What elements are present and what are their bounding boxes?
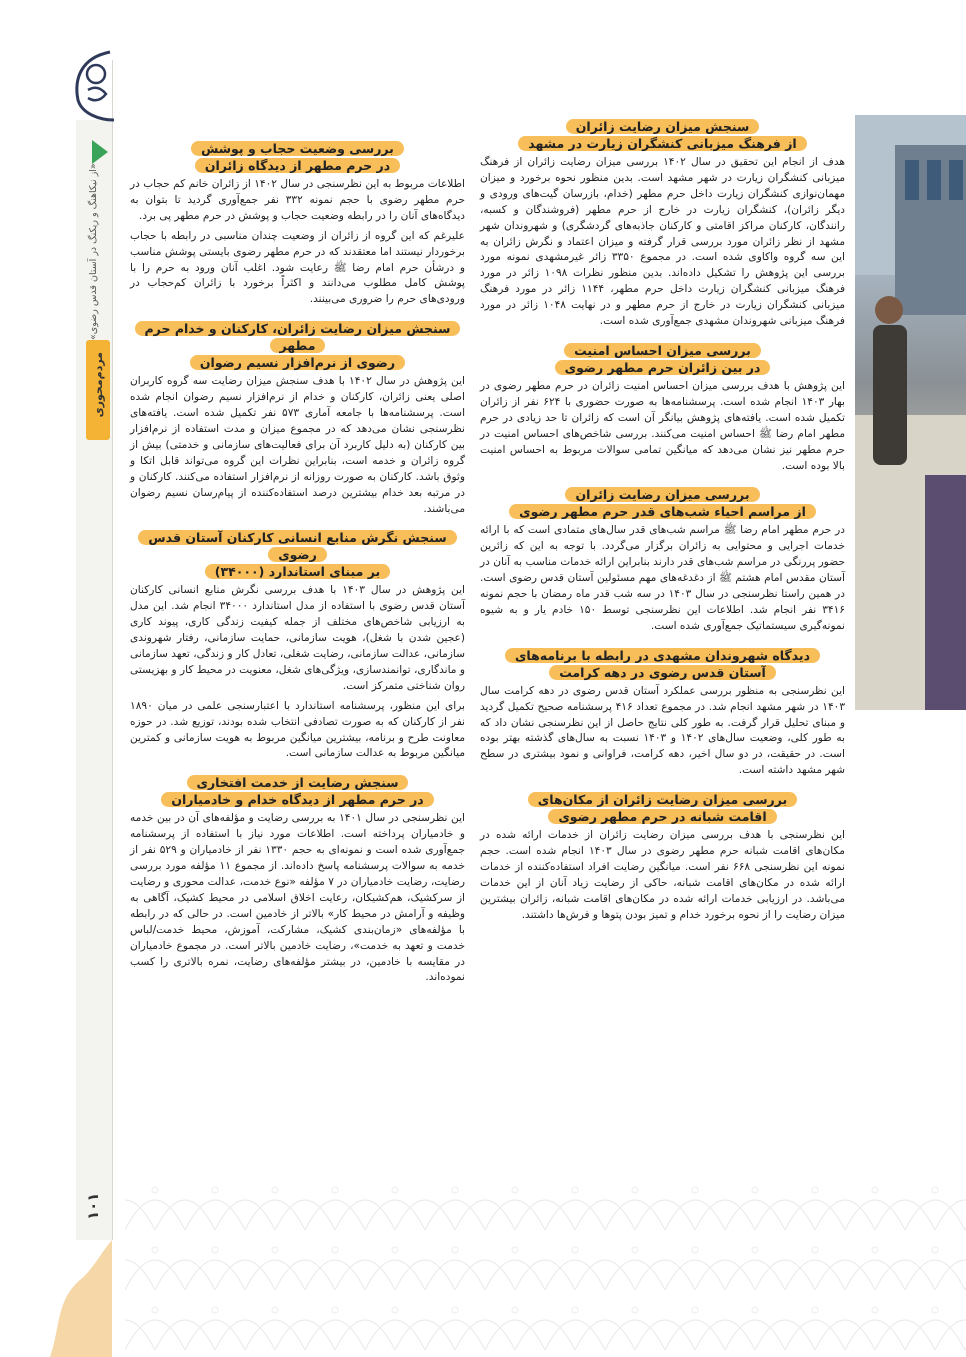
- article-visitor-hospitality: [480, 118, 845, 330]
- heading-line: بررسی میزان رضایت زائران: [565, 487, 759, 502]
- article-heading: [480, 791, 845, 825]
- article-paragraph: برای این منظور، پرسشنامه استاندارد با اعتبارسنجی علمی در میان ۱۸۹۰ نفر از کارکنان که به صورت تصادفی انتخاب شده بودند، توزیع شد. در حوزه معاونت طرح و برنامه، بیشترین میانگین مربوط به هویت سازمانی و کمترین میانگین مربوط به عدالت سازمانی است.: [130, 699, 465, 760]
- heading-line: سنجش میزان رضایت زائران، کارکنان و خدام حرم مطهر: [135, 321, 461, 353]
- magazine-series-title: «از نیکاهنگ و ریکنگ در آستان قدس رضوی»: [88, 163, 99, 340]
- article-paragraph: این نظرسنجی در سال ۱۴۰۱ به بررسی رضایت و مؤلفه‌های آن در بین خدمه و خادمیاران پرداخته است. اطلاعات مورد نیاز با استفاده از پرسشنامه جمع‌آوری شده است و نمونه‌ای به حجم ۱۳۳۰ نفر از خادمیاران و ۵۲۹ نفر از خدمه به سوالات پرسشنامه پاسخ داده‌اند. از مجموع ۱۱ مؤلفه مورد بررسی رضایت، رضایت خادمیاران در ۷ مؤلفه «نوع خدمت، عدالت محوری و رضایت از سرکشیک، هم‌کشیکان، رعایت اخلاق اسلامی در محیط کشیک، آگاهی به وظیفه و آرامش در محیط کار» بالاتر از خادمین است. در حالی که در رابطه با مؤلفه‌های «زمان‌بندی کشیک، مشارکت، آموزش، محیط خدمت/لباس خدمت و تعهد به خدمت»، رضایت خادمین بالاتر است. در مجموع خادمیاران در مقایسه با خادمین، در بیشتر مؤلفه‌های رضایت، نمره بالاتری را کسب نموده‌اند.: [130, 812, 465, 984]
- article-qadr-nights: [480, 486, 845, 634]
- heading-line: آستان قدس رضوی در دهه کرامت: [549, 665, 776, 680]
- heading-line: رضوی از نرم‌افزار نسیم رضوان: [190, 355, 405, 370]
- heading-line: در بین زائران حرم مطهر رضوی: [555, 360, 771, 375]
- heading-line: در حرم مطهر از دیدگاه زائران: [195, 158, 400, 173]
- article-paragraph: در حرم مطهر امام رضا ﷺ مراسم شب‌های قدر سال‌های متمادی است که با ارائه خدمات اجرایی و محتوایی به زائران برگزار می‌گردد. با توجه به این که زائرین حضور پررنگی در مراسم شب‌های قدر دارند بنابراین ارائه خدمات مناسب به آنان در آستان مقدس امام هشتم ﷺ از دغدغه‌های مهم مسئولین آستان قدس رضوی است. در همین راستا نظرسنجی در سال ۱۴۰۳ در سه شب قدر ماه رمضان با حجم نمونه ۳۴۱۶ نفر انجام شد. اطلاعات این نظرسنجی توسط ۱۵۰ خادم یار و به شیوه نمونه‌گیری سیستماتیک جمع‌آوری شده است.: [480, 524, 845, 632]
- heading-line: بررسی وضعیت حجاب و پوشش: [191, 141, 404, 156]
- article-security-feeling: [480, 342, 845, 474]
- article-heading: [480, 342, 845, 376]
- article-heading: [130, 140, 465, 174]
- article-paragraph: این پژوهش در سال ۱۴۰۳ با هدف بررسی نگرش منابع انسانی کارکنان آستان قدس رضوی با استفاده از مدل استاندارد ۳۴۰۰۰ انجام شد. این مدل به ارزیابی شاخص‌های مختلف از جمله کیفیت زندگی کاری، پیوند کاری (عجین شدن با شغل)، هویت سازمانی، حمایت سازمانی، رفتار شهروندی سازمانی، عدالت سازمانی، رضایت شغلی، تعادل کار و زندگی، تعهد سازمانی و ماندگاری، توانمندسازی، ویژگی‌های شغل، معنویت در محیط کار و بهزیستی روان شناختی متمرکز است.: [130, 584, 466, 692]
- page-sidebar: [0, 0, 112, 1357]
- article-paragraph: این نظرسنجی با هدف بررسی میزان رضایت زائران از خدمات ارائه شده در مکان‌های اقامت شبانه حرم مطهر رضوی در سال ۱۴۰۳ انجام شده است. حجم نمونه این نظرسنجی ۶۶۸ نفر است. میانگین رضایت افراد استفاده‌کننده از خدمات ارائه شده در مکان‌های اقامت شبانه، حاکی از رضایت زیاد آنان از این خدمات می‌باشد. در ارزیابی خدمات ارائه شده در مکان‌های اقامت شبانه، زائران بیشترین میزان رضایت را از نحوه برخورد خدام و تمیز بودن پتوها و فرش‌ها داشتند.: [480, 829, 845, 921]
- heading-line: از مراسم احیاء شب‌های قدر حرم مطهر رضوی: [509, 504, 816, 519]
- heading-line: بررسی میزان احساس امنیت: [564, 343, 761, 358]
- heading-line: در حرم مطهر از دیدگاه خدام و خادمیاران: [161, 792, 433, 807]
- article-heading: [130, 320, 465, 371]
- article-paragraph: این پژوهش در سال ۱۴۰۲ با هدف سنجش میزان رضایت سه گروه کاربران اصلی یعنی زائران، کارکنان و خدام از نرم‌افزار نسیم رضوان انجام شده است. پرسشنامه‌ها با جامعه آماری ۵۷۳ نفر تکمیل شده است. یافته‌های نظرسنجی نشان می‌دهد که در مجموع میزان و مدت استفاده از نرم‌افزار بین کارکنان (به دلیل کاربرد آن برای فعالیت‌های سازمانی و خدمتی) بیش از گروه زائران و خدمه است، بنابراین نظرات این گروه می‌تواند قابل اتکا و وثوق باشد. کارکنان به صورت روزانه از نرم‌افزار استفاده می‌کنند. کارکنان و در مرتبه بعد خدام بیشترین درصد استفاده‌کننده از پیام‌رسان نسیم رضوان می‌باشند.: [130, 375, 466, 515]
- decorative-pattern-background: [125, 1170, 966, 1357]
- heading-line: بر مبنای استاندارد (۳۴۰۰۰): [205, 564, 390, 579]
- article-hr-attitude: [130, 529, 465, 762]
- heading-line: دیدگاه شهروندان مشهدی در رابطه با برنامه‌های: [505, 648, 820, 663]
- article-hijab-status: [130, 140, 465, 308]
- heading-line: بررسی میزان رضایت زائران از مکان‌های: [528, 792, 797, 807]
- article-heading: [130, 774, 465, 808]
- heading-line: از فرهنگ میزبانی کنشگران زیارت در مشهد: [518, 136, 806, 151]
- article-paragraph: اطلاعات مربوط به این نظرسنجی در سال ۱۴۰۲ از زائران خانم کم حجاب در حرم مطهر رضوی با حجم نمونه ۳۳۲ نفر جمع‌آوری گردید تا بتوان به دیدگاه‌های آنان را در رابطه وضعیت حجاب و پوشش در حرم مطهر پی برد.: [130, 178, 465, 222]
- article-heading: [480, 486, 845, 520]
- article-karamat-decade: [480, 647, 845, 779]
- article-heading: [480, 118, 845, 152]
- article-volunteer-service: [130, 774, 465, 986]
- heading-line: سنجش نگرش منابع انسانی کارکنان آستان قدس رضوی: [138, 530, 456, 562]
- article-paragraph: این نظرسنجی به منظور بررسی عملکرد آستان قدس رضوی در دهه کرامت سال ۱۴۰۳ در شهر مشهد انجام شد. در مجموع تعداد ۴۱۶ پرسشنامه صحیح تکمیل گردید و مبنای تحلیل قرار گرفت. به طور کلی نتایج حاصل از این نظرسنجی نشان داد که به طور کلی، وضعیت سال‌های ۱۴۰۲ و ۱۴۰۳ نسبت به سال‌های گذشته بهتر بوده است. در حقیقت، در دو سال اخیر، دهه کرامت، فراوانی و نمود بیشتری در سطح شهر مشهد داشته است.: [480, 684, 846, 777]
- heading-line: سنجش رضایت از خدمت افتخاری: [187, 775, 409, 790]
- heading-line: اقامت شبانه در حرم مطهر رضوی: [548, 809, 776, 824]
- sidebar-divider: [112, 60, 113, 1240]
- section-tab: [86, 340, 110, 440]
- article-paragraph: علیرغم که این گروه از زائران از وضعیت چندان مناسبی در رابطه با حجاب برخوردار نیستند اما معتقدند که در حرم مطهر رضوی بایستی پوشش مناسب و درشأن حرم امام رضا ﷺ رعایت شود. اغلب آنان ورود به حرم را با پوشش کامل مطلوب می‌دانند و اکثراً برخورد با زائران کم‌حجاب در ورودی‌های حرم را ضروری می‌بینند.: [130, 229, 465, 306]
- article-night-accommodation: [480, 791, 845, 923]
- left-column: [130, 140, 465, 998]
- right-column: [480, 118, 845, 936]
- article-paragraph: هدف از انجام این تحقیق در سال ۱۴۰۲ بررسی میزان رضایت زائران از فرهنگ میزبانی کنشگران زیارت در شهر مشهد است. بدین منظور نحوه برخورد و میزان مهمان‌نوازی کنشگران زیارت داخل حرم مطهر (خدام، بازرسان گیت‌های ورودی و دیگر زائران)، کنشگران زیارت در خارج از حرم مطهر (فروشندگان و کسبه، رانندگان، کارکنان مراکز اقامتی و کارکنان جاذبه‌های گردشگری) و شهروندان شهر مشهد از نظر زائران مورد بررسی قرار گرفته و میزان اعتماد و نگرش زائران به این سه گروه واکاوی شده است. در مجموع ۳۳۵۰ زائر غیرمشهدی نمونه مورد بررسی این پژوهش را تشکیل داده‌اند. بدین منظور نظرات ۱۰۹۸ زائر در مورد فرهنگ میزبانی کنشگران زیارت داخل حرم مطهر، ۱۱۴۴ زائر در مورد فرهنگ میزبانی کنشگران زیارت در خارج از حرم مطهر و در نهایت ۱۰۴۸ زائر در مورد فرهنگ میزبانی شهروندان مشهدی جمع‌آوری شده است.: [480, 156, 846, 328]
- article-paragraph: این پژوهش با هدف بررسی میزان احساس امنیت زائران در حرم مطهر رضوی در بهار ۱۴۰۳ انجام شده است. پرسشنامه‌ها به صورت حضوری با ۶۲۴ نفر از زائران تکمیل شده است. یافته‌های پژوهش بیانگر آن است که زائران تا حد زیادی در حرم مطهر امام رضا ﷺ احساس امنیت می‌کنند. بررسی شاخص‌های احساس امنیت در حرم مطهر نیز نشان می‌دهد که میانگین تمامی سوالات مربوط به احساس امنیت بالا بوده است.: [480, 379, 845, 472]
- heading-line: سنجش میزان رضایت زائران: [566, 119, 760, 134]
- magazine-logo: [70, 50, 116, 122]
- article-heading: [130, 529, 465, 580]
- shrine-photo: [855, 115, 966, 710]
- article-heading: [480, 647, 845, 681]
- shrine-photo-illustration: [855, 115, 966, 710]
- article-nasim-rezvan-app: [130, 320, 465, 517]
- page-number: ۱۰۱: [84, 1192, 102, 1220]
- section-tab-label: مردم‌محوری: [91, 352, 105, 418]
- bottom-corner-ornament: [50, 1240, 112, 1357]
